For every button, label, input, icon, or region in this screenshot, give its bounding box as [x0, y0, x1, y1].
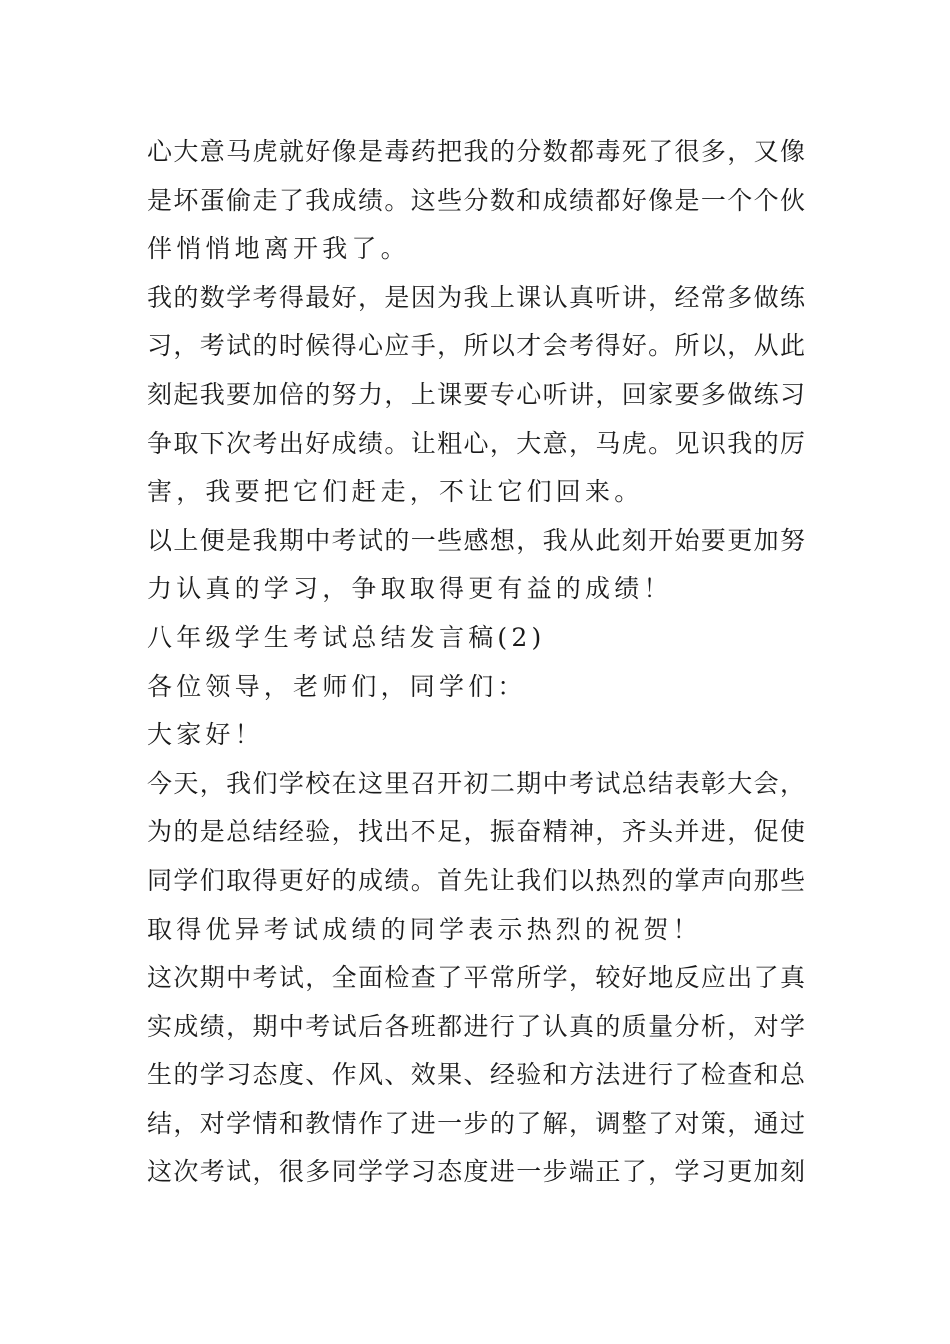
- text-line: 伴悄悄地离开我了。: [147, 234, 410, 264]
- text-line: 是坏蛋偷走了我成绩。这些分数和成绩都好像是一个个伙: [147, 185, 805, 215]
- text-line: 力认真的学习，争取取得更有益的成绩！: [147, 574, 673, 604]
- text-line: 害，我要把它们赶走，不让它们回来。: [147, 477, 644, 507]
- text-line: 这次期中考试，全面检查了平常所学，较好地反应出了真: [147, 963, 805, 993]
- text-line: 我的数学考得最好，是因为我上课认真听讲，经常多做练: [147, 282, 805, 312]
- text-line: 实成绩，期中考试后各班都进行了认真的质量分析，对学: [147, 1011, 805, 1041]
- text-line: 大家好！: [147, 720, 264, 750]
- text-line: 以上便是我期中考试的一些感想，我从此刻开始要更加努: [147, 525, 805, 555]
- text-line: 心大意马虎就好像是毒药把我的分数都毒死了很多，又像: [147, 137, 805, 166]
- text-line: 这次考试，很多同学学习态度进一步端正了，学习更加刻: [147, 1157, 805, 1187]
- text-line: 争取下次考出好成绩。让粗心，大意，马虎。见识我的厉: [147, 428, 805, 458]
- document-body: [147, 128, 807, 1197]
- text-line: 取得优异考试成绩的同学表示热烈的祝贺！: [147, 914, 702, 944]
- text-line: 结，对学情和教情作了进一步的了解，调整了对策，通过: [147, 1108, 805, 1138]
- text-line: 习，考试的时候得心应手，所以才会考得好。所以，从此: [147, 331, 805, 361]
- text-line: 八年级学生考试总结发言稿(2): [147, 622, 546, 652]
- text-line: 生的学习态度、作风、效果、经验和方法进行了检查和总: [147, 1060, 805, 1090]
- text-line: 今天，我们学校在这里召开初二期中考试总结表彰大会，: [147, 768, 805, 798]
- text-line: 刻起我要加倍的努力，上课要专心听讲，回家要多做练习: [147, 379, 805, 409]
- text-line: 为的是总结经验，找出不足，振奋精神，齐头并进，促使: [147, 817, 805, 847]
- text-line: 同学们取得更好的成绩。首先让我们以热烈的掌声向那些: [147, 865, 805, 895]
- text-line: 各位领导，老师们，同学们：: [147, 671, 527, 701]
